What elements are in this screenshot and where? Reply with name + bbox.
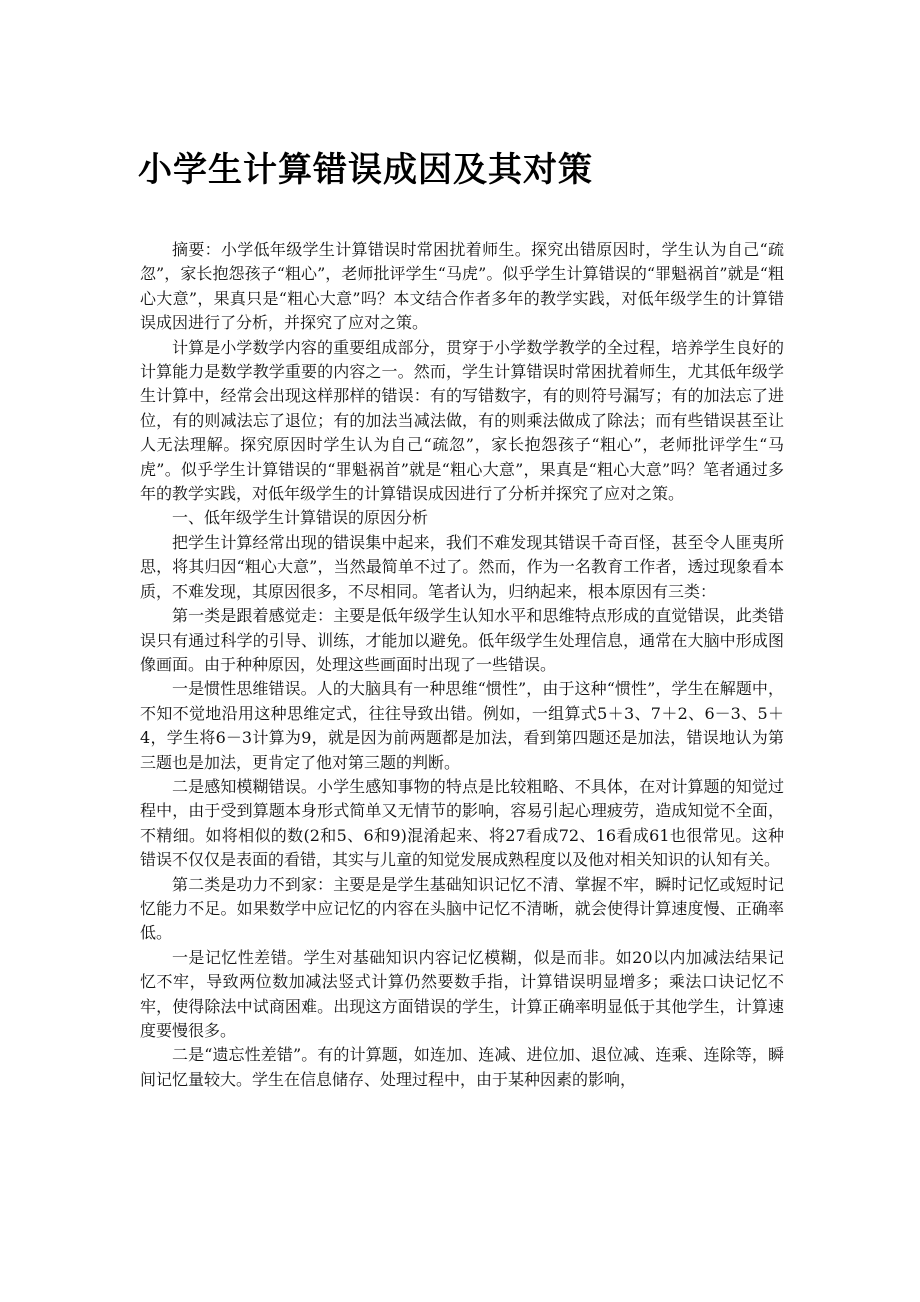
paragraph: 一是惯性思维错误。人的大脑具有一种思维“惯性”，由于这种“惯性”，学生在解题中，不知不觉地沿用这种思维定式，往往导致出错。例如，一组算式5＋3、7＋2、6－3、5＋4，学生将6－3计算为9，就是因为前两题都是加法，看到第四题还是加法，错误地认为第三题也是加法，更肯定了他对第三题的判断。 — [140, 679, 784, 772]
paragraph-intro: 计算是小学数学内容的重要组成部分，贯穿于小学数学教学的全过程，培养学生良好的计算能力是数学教学重要的内容之一。然而，学生计算错误时常困扰着师生，尤其低年级学生计算中，经常会出现这样那样的错误：有的写错数字，有的则符号漏写；有的加法忘了进位，有的则减法忘了退位；有的加法当减法做，有的则乘法做成了除法；而有些错误甚至让人无法理解。探究原因时学生认为自己“疏忽”，家长抱怨孩子“粗心”，老师批评学生“马虎”。似乎学生计算错误的“罪魁祸首”就是“粗心大意”，果真是“粗心大意”吗？笔者通过多年的教学实践，对低年级学生的计算错误成因进行了分析并探究了应对之策。 — [140, 337, 784, 504]
paragraph: 把学生计算经常出现的错误集中起来，我们不难发现其错误千奇百怪，甚至令人匪夷所思，将其归因“粗心大意”，当然最简单不过了。然而，作为一名教育工作者，透过现象看本质，不难发现，其原因很多，不尽相同。笔者认为，归纳起来，根本原因有三类： — [140, 532, 784, 601]
document-body — [140, 238, 784, 1092]
paragraph: 第二类是功力不到家：主要是是学生基础知识记忆不清、掌握不牢，瞬时记忆或短时记忆能力不足。如果数学中应记忆的内容在头脑中记忆不清晰，就会使得计算速度慢、正确率低。 — [140, 874, 784, 943]
paragraph: 二是感知模糊错误。小学生感知事物的特点是比较粗略、不具体，在对计算题的知觉过程中，由于受到算题本身形式简单又无情节的影响，容易引起心理疲劳，造成知觉不全面，不精细。如将相似的数(2和5、6和9)混淆起来、将27看成72、16看成61也很常见。这种错误不仅仅是表面的看错，其实与儿童的知觉发展成熟程度以及他对相关知识的认知有关。 — [140, 776, 784, 870]
document-title: 小学生计算错误成因及其对策 — [138, 150, 593, 190]
paragraph: 二是“遗忘性差错”。有的计算题，如连加、连减、进位加、退位减、连乘、连除等，瞬间记忆量较大。学生在信息储存、处理过程中，由于某种因素的影响， — [140, 1045, 784, 1089]
paragraph: 一是记忆性差错。学生对基础知识内容记忆模糊，似是而非。如20以内加减法结果记忆不牢，导致两位数加减法竖式计算仍然要数手指，计算错误明显增多；乘法口诀记忆不牢，使得除法中试商困难。出现这方面错误的学生，计算正确率明显低于其他学生，计算速度要慢很多。 — [140, 947, 784, 1040]
paragraph-abstract: 摘要：小学低年级学生计算错误时常困扰着师生。探究出错原因时，学生认为自己“疏忽”，家长抱怨孩子“粗心”，老师批评学生“马虎”。似乎学生计算错误的“罪魁祸首”就是“粗心大意”，果真只是“粗心大意”吗？本文结合作者多年的教学实践，对低年级学生的计算错误成因进行了分析，并探究了应对之策。 — [140, 240, 784, 333]
paragraph: 第一类是跟着感觉走：主要是低年级学生认知水平和思维特点形成的直觉错误，此类错误只有通过科学的引导、训练，才能加以避免。低年级学生处理信息，通常在大脑中形成图像画面。由于种种原因，处理这些画面时出现了一些错误。 — [140, 606, 784, 674]
section-heading: 一、低年级学生计算错误的原因分析 — [172, 508, 429, 528]
